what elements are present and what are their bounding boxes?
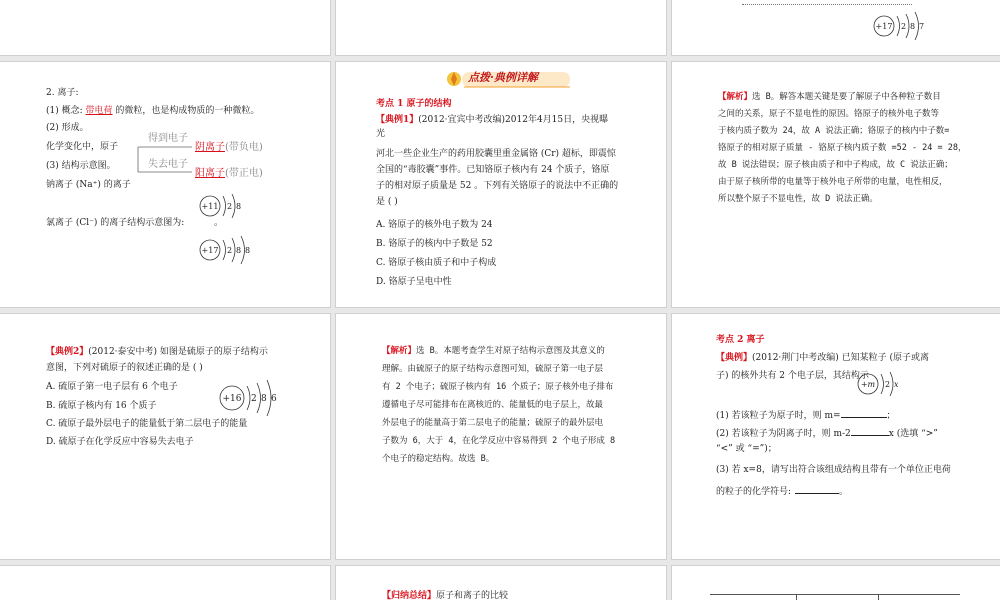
answer-blank-1[interactable] xyxy=(841,407,887,418)
sub-question-3-line2 xyxy=(716,483,848,499)
analysis2-text: 选 B。本题考查学生对原子结构示意图及其意义的 xyxy=(416,346,605,356)
example1-line4: 全国的“毒胶囊”事件。已知铬原子核内有 24 个质子，铬原 xyxy=(376,165,610,175)
example2-line1 xyxy=(46,346,268,359)
example2-q1: (2012·泰安中考) 如图是硫原子的原子结构示 xyxy=(88,347,268,357)
ex2-option-d[interactable]: D. 硫原子在化学反应中容易失去电子 xyxy=(46,437,194,447)
slide-7[interactable] xyxy=(0,314,330,559)
svg-text:8: 8 xyxy=(236,246,242,255)
cation-note: (带正电) xyxy=(225,168,263,179)
slide-9[interactable] xyxy=(672,314,1000,559)
analysis2-line3: 有 2 个电子；硫原子核内有 16 个质子；原子核外电子排布 xyxy=(382,382,614,392)
svg-text:2: 2 xyxy=(901,22,907,31)
example1-line3: 河北一些企业生产的药用胶囊里重金属铬 (Cr) 超标，即震惊 xyxy=(376,149,616,159)
scribble-line xyxy=(742,0,912,5)
svg-text:+17: +17 xyxy=(201,246,219,255)
svg-text:7: 7 xyxy=(919,22,925,31)
sub2-tail: x (选填 “>” xyxy=(888,429,938,439)
structure-label: (3) 结构示意图。 xyxy=(46,161,116,171)
sub-question-3: (3) 若 x=8，请写出符合该组成结构且带有一个单位正电荷 xyxy=(716,465,951,475)
sub3-text: 的粒子的化学符号: xyxy=(716,487,792,497)
cation-row xyxy=(195,167,263,180)
svg-text:+11: +11 xyxy=(201,202,219,211)
slide-2[interactable] xyxy=(336,0,666,55)
example1-line2: 光 xyxy=(376,129,386,139)
sulfur-atom-diagram xyxy=(216,378,296,418)
example3-q1: (2012·荆门中考改编) 已知某粒子 (原子或离 xyxy=(752,353,930,363)
slide-3[interactable] xyxy=(672,0,1000,55)
analysis1-tag: 【解析】 xyxy=(718,92,753,102)
slide-4[interactable] xyxy=(0,62,330,307)
answer-blank-2[interactable] xyxy=(851,425,889,436)
slide-12[interactable] xyxy=(672,566,1000,600)
sub3-tail: 。 xyxy=(839,487,849,497)
analysis2-line7: 个电子的稳定结构。故选 B。 xyxy=(382,454,495,464)
analysis1-line5: 故 B 说法错误；原子核由质子和中子构成，故 C 说法正确； xyxy=(718,160,953,170)
section-banner-title: 点拨·典例详解 xyxy=(468,71,538,84)
slide-10[interactable] xyxy=(0,566,330,600)
slide-1[interactable] xyxy=(0,0,330,55)
analysis2-tag: 【解析】 xyxy=(382,346,417,356)
comparison-table-top xyxy=(710,594,960,600)
svg-text:8: 8 xyxy=(236,202,242,211)
example1-q1: (2012·宜宾中考改编)2012年4月15日，央视曝 xyxy=(418,115,609,125)
option-c[interactable]: C. 铬原子核由质子和中子构成 xyxy=(376,258,497,268)
analysis1-line6: 由于原子核所带的电量等于核外电子所带的电量，电性相反， xyxy=(718,177,948,187)
cl-label-tail: 。 xyxy=(214,218,224,228)
svg-text:x: x xyxy=(894,380,899,389)
svg-text:6: 6 xyxy=(271,394,277,404)
example2-tag: 【典例2】 xyxy=(46,347,89,357)
chem-change-label: 化学变化中，原子 xyxy=(46,142,119,152)
cation-label: 阳离子 xyxy=(195,168,225,179)
analysis1-line1 xyxy=(718,91,941,104)
concept-suffix: 的微粒，也是构成物质的一种微粒。 xyxy=(115,106,260,116)
slide-6[interactable] xyxy=(672,62,1000,307)
svg-text:8: 8 xyxy=(245,246,251,255)
cl-ion-diagram xyxy=(196,234,266,266)
ex2-option-c[interactable]: C. 硫原子最外层电子的能量低于第二层电子的能量 xyxy=(46,419,248,429)
na-label: 钠离子 (Na⁺) 的离子 xyxy=(46,180,131,190)
summary-title: 原子和离子的比较 xyxy=(436,591,509,600)
analysis2-line2: 理解。由硫原子的原子结构示意图可知，硫原子第一电子层 xyxy=(382,364,604,374)
analysis1-line2: 之间的关系，原子不显电性的原因。铬原子的核外电子数等 xyxy=(718,109,940,119)
slide-11[interactable] xyxy=(336,566,666,600)
example1-line6: 是 ( ) xyxy=(376,197,398,207)
sub-question-2 xyxy=(716,425,938,441)
svg-text:2: 2 xyxy=(227,202,233,211)
ex2-option-b[interactable]: B. 硫原子核内有 16 个质子 xyxy=(46,401,157,411)
example3-line2: 子) 的核外共有 2 个电子层，其结构示 xyxy=(716,371,869,381)
slide-5[interactable] xyxy=(336,62,666,307)
sub-question-2-line2: “<” 或 “=”)； xyxy=(716,444,777,454)
summary-tag: 【归纳总结】 xyxy=(382,591,437,600)
example1-line5: 子的相对原子质量是 52 。下列有关铬原子的说法中不正确的 xyxy=(376,181,619,191)
sub2-text: (2) 若该粒子为阴离子时，则 m-2 xyxy=(716,429,851,439)
svg-text:2: 2 xyxy=(251,394,257,404)
formation-label: (2) 形成。 xyxy=(46,123,89,133)
example1-line1 xyxy=(376,114,608,127)
sub1-text: (1) 若该粒子为原子时，则 m= xyxy=(716,411,841,421)
ion-heading: 2. 离子: xyxy=(46,88,79,98)
analysis2-line4: 遵循电子尽可能排布在离核近的、能量低的电子层上，故最 xyxy=(382,400,604,410)
svg-text:2: 2 xyxy=(227,246,233,255)
kaodian-2: 考点 2 离子 xyxy=(716,335,765,345)
particle-diagram xyxy=(854,368,914,400)
anion-label: 阴离子 xyxy=(195,142,225,153)
svg-text:+m: +m xyxy=(860,380,876,389)
analysis1-text: 选 B。解答本题关键是要了解原子中各种粒子数目 xyxy=(752,92,941,102)
answer-blank-3[interactable] xyxy=(795,483,839,494)
anion-note: (带负电) xyxy=(225,142,263,153)
analysis1-line4: 铬原子的相对原子质量 - 铬原子核内质子数 =52 - 24 = 28， xyxy=(718,143,967,153)
svg-text:2: 2 xyxy=(885,380,891,389)
analysis1-line3: 于核内质子数为 24，故 A 说法正确；铬原子的核内中子数= xyxy=(718,126,950,136)
svg-text:8: 8 xyxy=(910,22,916,31)
concept-prefix: (1) 概念: xyxy=(46,106,83,116)
concept-fill: 带电荷 xyxy=(85,106,113,116)
analysis2-line6: 子数为 6，大于 4，在化学反应中容易得到 2 个电子形成 8 xyxy=(382,436,616,446)
atom-diagram-cl xyxy=(870,10,940,42)
example3-tag: 【典例】 xyxy=(716,353,753,363)
svg-text:+16: +16 xyxy=(222,394,242,404)
option-a[interactable]: A. 铬原子的核外电子数为 24 xyxy=(376,220,493,230)
gain-electron-label: 得到电子 xyxy=(148,133,188,144)
ex2-option-a[interactable]: A. 硫原子第一电子层有 6 个电子 xyxy=(46,382,178,392)
option-d[interactable]: D. 铬原子呈电中性 xyxy=(376,277,452,287)
analysis2-line5: 外层电子的能量高于第二层电子的能量；硫原子的最外层电 xyxy=(382,418,604,428)
slide-8[interactable] xyxy=(336,314,666,559)
analysis2-line1 xyxy=(382,345,605,358)
cl-label-text: 氯离子 (Cl⁻) 的离子结构示意图为: xyxy=(46,218,185,228)
svg-text:+17: +17 xyxy=(875,22,893,31)
analysis1-line7: 所以整个原子不显电性，故 D 说法正确。 xyxy=(718,194,878,204)
kaodian-1: 考点 1 原子的结构 xyxy=(376,99,452,109)
anion-row xyxy=(195,141,263,154)
cl-label xyxy=(46,217,223,230)
example3-line1 xyxy=(716,352,929,365)
svg-text:8: 8 xyxy=(261,394,267,404)
option-b[interactable]: B. 铬原子的核内中子数是 52 xyxy=(376,239,493,249)
summary-heading xyxy=(382,590,508,600)
example1-tag: 【典例1】 xyxy=(376,115,419,125)
lose-electron-label: 失去电子 xyxy=(148,159,188,170)
sub1-tail: ； xyxy=(886,411,896,421)
example2-line2: 意图，下列对硫原子的叙述正确的是 ( ) xyxy=(46,363,203,373)
concept-line xyxy=(46,105,259,118)
sub-question-1 xyxy=(716,407,896,423)
